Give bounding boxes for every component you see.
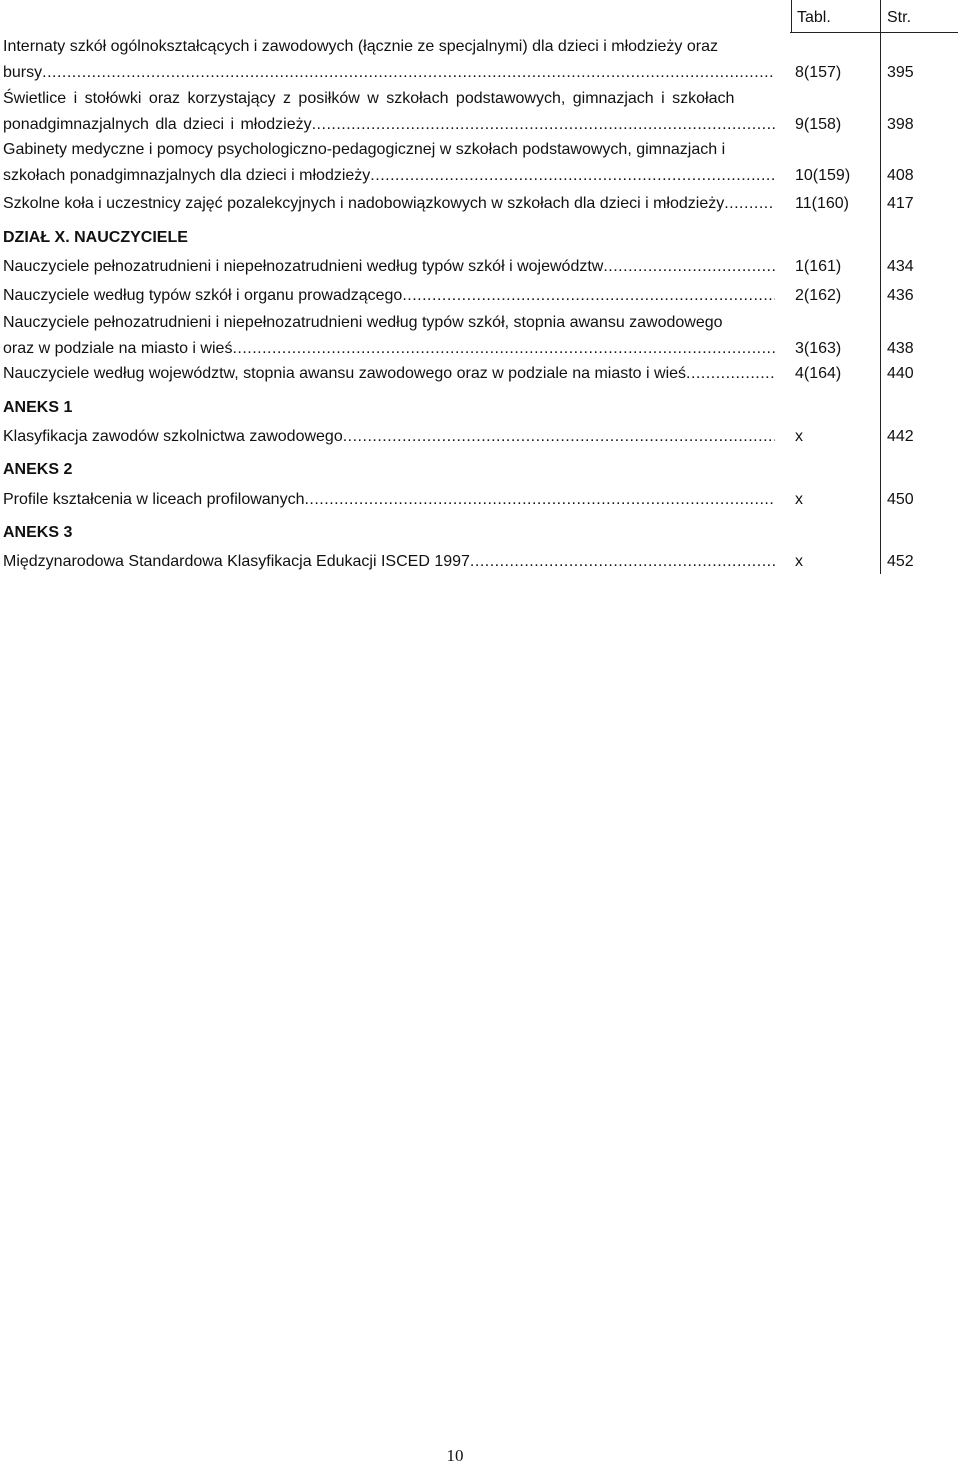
toc-entry-title-last-line	[3, 60, 775, 86]
toc-entry-title-text: Międzynarodowa Standardowa Klasyfikacja Edukacji ISCED 1997	[3, 553, 470, 570]
toc-entry-title-line: Świetlice i stołówki oraz korzystający z posiłków w szkołach podstawowych, gimnazjach i szkołach	[3, 90, 735, 107]
toc-entry-page-number: 395	[887, 64, 914, 81]
toc-entry-table-number: 11(160)	[795, 195, 849, 212]
dot-leader	[232, 336, 775, 362]
toc-entry-table-number: x	[795, 553, 803, 570]
toc-entry-title	[3, 191, 775, 217]
toc-entry-title	[3, 34, 775, 86]
dot-leader	[686, 361, 775, 387]
annex-heading: ANEKS 3	[3, 524, 73, 541]
toc-entry-title	[3, 361, 775, 387]
annex-heading: ANEKS 2	[3, 461, 73, 478]
dot-leader	[402, 283, 775, 309]
toc-entry-title-last-line	[3, 191, 775, 217]
toc-entry-title-text: Szkolne koła i uczestnicy zajęć pozalekcyjnych i nadobowiązkowych w szkołach dla dzieci i młodzieży	[3, 195, 725, 212]
toc-entry-title-last-line	[3, 163, 775, 189]
column-divider-str	[880, 0, 881, 574]
toc-entry-title	[3, 310, 775, 362]
toc-entry-title-line: Gabinety medyczne i pomocy psychologiczno-pedagogicznej w szkołach podstawowych, gimnazjach i	[3, 141, 726, 158]
toc-entry-title-last-line	[3, 283, 775, 309]
toc-entry-title	[3, 86, 775, 138]
toc-entry-page-number: 440	[887, 365, 914, 382]
toc-entry-title-line: Nauczyciele pełnozatrudnieni i niepełnozatrudnieni według typów szkół, stopnia awansu zawodowego	[3, 314, 723, 331]
toc-entry-title-last-line	[3, 424, 775, 450]
toc-entry-title-last-line	[3, 254, 775, 280]
toc-entry-table-number: 1(161)	[795, 258, 842, 275]
toc-entry-title-last-line	[3, 549, 775, 575]
section-heading: DZIAŁ X. NAUCZYCIELE	[3, 229, 188, 246]
toc-entry-title-line: Internaty szkół ogólnokształcących i zawodowych (łącznie ze specjalnymi) dla dzieci i młodzieży oraz	[3, 38, 718, 55]
toc-entry-title-text: Profile kształcenia w liceach profilowanych	[3, 491, 305, 508]
toc-entry-table-number: 2(162)	[795, 287, 842, 304]
toc-entry-title	[3, 283, 775, 309]
toc-entry-title	[3, 424, 775, 450]
dot-leader	[42, 60, 775, 86]
toc-entry-table-number: 4(164)	[795, 365, 842, 382]
dot-leader	[370, 163, 775, 189]
toc-entry-title	[3, 487, 775, 513]
toc-entry-title-text: Nauczyciele pełnozatrudnieni i niepełnozatrudnieni według typów szkół i województw	[3, 258, 604, 275]
toc-entry-title-text: Nauczyciele według województw, stopnia awansu zawodowego oraz w podziale na miasto i wieś	[3, 365, 687, 382]
toc-entry-title	[3, 254, 775, 280]
toc-entry-page-number: 450	[887, 491, 914, 508]
toc-entry-title-text: bursy	[3, 64, 43, 81]
toc-entry-page-number: 436	[887, 287, 914, 304]
toc-entry-title	[3, 137, 775, 189]
annex-heading: ANEKS 1	[3, 399, 73, 416]
header-rule	[790, 32, 958, 33]
toc-entry-title-text: Nauczyciele według typów szkół i organu prowadzącego	[3, 287, 403, 304]
toc-entry-table-number: x	[795, 428, 803, 445]
toc-entry-table-number: 8(157)	[795, 64, 842, 81]
page-number: 10	[446, 1446, 464, 1465]
toc-entry-title-text: szkołach ponadgimnazjalnych dla dzieci i młodzieży	[3, 167, 371, 184]
toc-entry-title-text: oraz w podziale na miasto i wieś	[3, 340, 233, 357]
toc-entry-title-last-line	[3, 361, 775, 387]
dot-leader	[304, 487, 775, 513]
toc-entry-title-last-line	[3, 336, 775, 362]
toc-entry-title-last-line	[3, 487, 775, 513]
dot-leader	[312, 112, 775, 138]
toc-entry-table-number: 3(163)	[795, 340, 842, 357]
dot-leader	[603, 254, 775, 280]
toc-entry-title-text: ponadgimnazjalnych dla dzieci i młodzieży	[3, 116, 312, 133]
toc-entry-title-text: Klasyfikacja zawodów szkolnictwa zawodowego	[3, 428, 343, 445]
toc-entry-page-number: 398	[887, 116, 914, 133]
toc-entry-table-number: 9(158)	[795, 116, 842, 133]
toc-entry-table-number: x	[795, 491, 803, 508]
dot-leader	[343, 424, 775, 450]
toc-entry-table-number: 10(159)	[795, 167, 851, 184]
column-header-str: Str.	[887, 9, 912, 26]
toc-entry-page-number: 417	[887, 195, 914, 212]
column-divider-tabl	[791, 0, 792, 33]
toc-entry-page-number: 442	[887, 428, 914, 445]
toc-entry-page-number: 438	[887, 340, 914, 357]
toc-entry-page-number: 452	[887, 553, 914, 570]
dot-leader	[724, 191, 775, 217]
dot-leader	[470, 549, 775, 575]
toc-entry-title-last-line	[3, 112, 775, 138]
toc-entry-page-number: 434	[887, 258, 914, 275]
toc-entry-title	[3, 549, 775, 575]
column-header-tabl: Tabl.	[797, 9, 831, 26]
toc-entry-page-number: 408	[887, 167, 914, 184]
